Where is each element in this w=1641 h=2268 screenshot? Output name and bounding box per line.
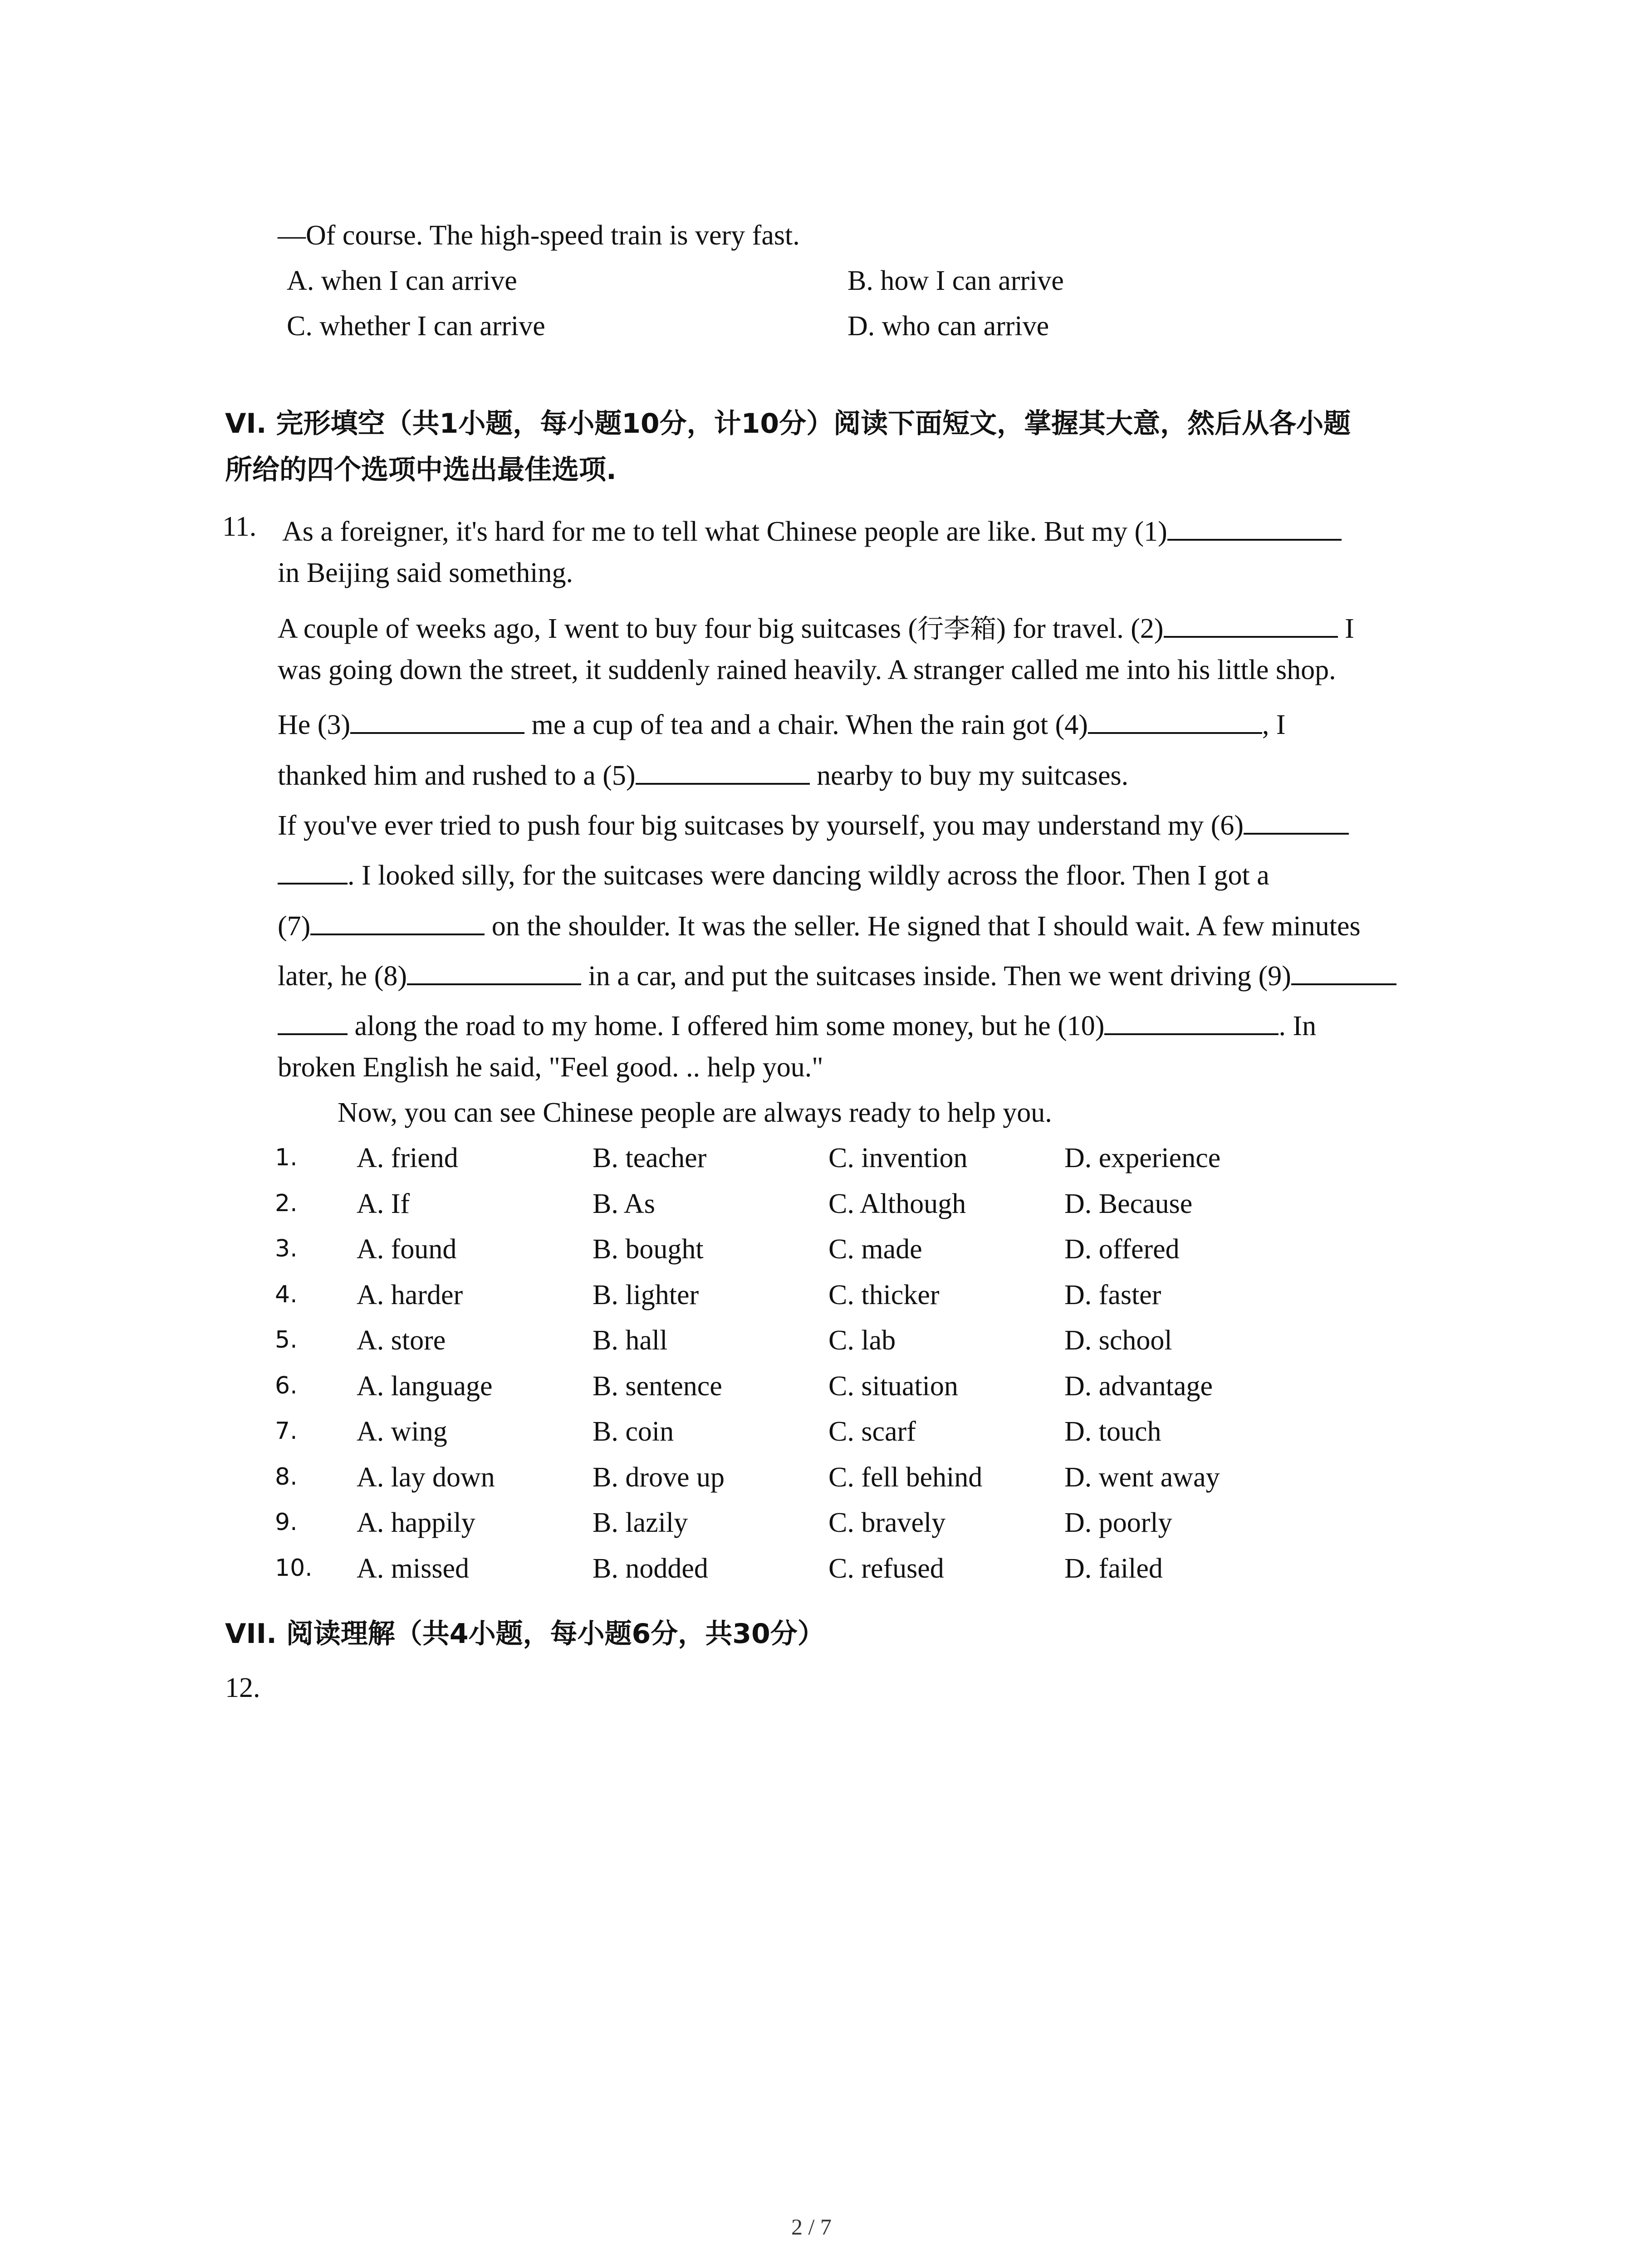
option-b: B. lazily [593,1507,688,1538]
option-c: C. scarf [828,1416,916,1447]
passage-text: I [1337,613,1354,644]
option-a: A. missed [357,1553,469,1584]
passage-line: was going down the street, it suddenly rained heavily. A stranger called me into his little shop. [278,655,1336,685]
option-a: A. happily [357,1507,475,1538]
option-a: A. found [357,1234,457,1265]
option-d: D. failed [1064,1553,1163,1584]
passage-text: on the shoulder. It was the seller. He signed that I should wait. A few minutes [485,911,1361,942]
option-a: A. harder [357,1280,463,1310]
option-d: D. who can arrive [847,311,1049,342]
answer-blank [278,856,348,885]
option-c: C. whether I can arrive [287,311,545,342]
option-row-number: 4. [275,1281,298,1308]
passage-text: in a car, and put the suitcases inside. Then we went driving (9) [581,961,1291,992]
answer-blank [1088,706,1262,734]
option-b: B. teacher [593,1143,707,1173]
option-d: D. Because [1064,1188,1193,1219]
option-c: C. made [828,1234,922,1265]
answer-blank [350,706,524,734]
option-row-number: 2. [275,1190,298,1217]
passage-text: nearby to buy my suitcases. [809,760,1129,791]
passage-line [278,807,1349,840]
answer-blank [310,907,485,935]
passage-line [278,706,1286,739]
option-row-number: 6. [275,1372,298,1399]
option-d: D. experience [1064,1143,1221,1173]
option-a: A. when I can arrive [287,265,517,296]
option-c: C. thicker [828,1280,940,1310]
passage-line: broken English he said, "Feel good. .. help you." [278,1052,823,1083]
option-row-number: 9. [275,1509,298,1536]
option-b: B. sentence [593,1371,722,1402]
option-b: B. As [593,1188,655,1219]
passage-line [278,610,1354,643]
option-row-number: 1. [275,1144,298,1171]
option-b: B. hall [593,1325,668,1356]
passage-text: along the road to my home. I offered him some money, but he (10) [348,1011,1105,1041]
passage-line [278,957,1396,990]
passage-line [278,757,1128,790]
answer-line: —Of course. The high-speed train is very fast. [278,220,800,251]
option-c: C. Although [828,1188,966,1219]
passage-text: thanked him and rushed to a (5) [278,760,636,791]
section-heading-7: VII. 阅读理解（共4小题，每小题6分，共30分） [225,1618,825,1650]
option-c: C. refused [828,1553,944,1584]
passage-text: (7) [278,911,311,942]
passage-text: . In [1279,1011,1317,1041]
option-row-number: 5. [275,1326,298,1354]
option-b: B. bought [593,1234,704,1265]
passage-line: Now, you can see Chinese people are always ready to help you. [338,1097,1052,1128]
answer-blank [1167,513,1342,541]
answer-blank [278,1007,348,1035]
section-heading-cont: 所给的四个选项中选出最佳选项. [225,454,617,486]
option-a: A. lay down [357,1462,495,1493]
option-a: A. If [357,1188,410,1219]
answer-blank [407,957,581,985]
option-d: D. touch [1064,1416,1161,1447]
option-b: B. coin [593,1416,674,1447]
passage-text: He (3) [278,709,351,740]
answer-blank [1244,807,1349,835]
section-heading: VI. 完形填空（共1小题，每小题10分，计10分）阅读下面短文，掌握其大意，然后从各小题 [225,408,1351,440]
option-a: A. wing [357,1416,447,1447]
chinese-gloss: 行李箱 [917,613,997,644]
passage-text: , I [1262,709,1286,740]
option-row-number: 10. [275,1554,313,1582]
option-b: B. lighter [593,1280,699,1310]
passage-line [278,907,1361,940]
passage-text: later, he (8) [278,961,407,992]
option-b: B. nodded [593,1553,708,1584]
passage-line [282,513,1342,546]
passage-text: ) for travel. (2) [996,613,1164,644]
option-row-number: 8. [275,1463,298,1491]
passage-text: As a foreigner, it's hard for me to tell what Chinese people are like. But my (1) [282,516,1167,547]
option-a: A. store [357,1325,446,1356]
passage-text: If you've ever tried to push four big suitcases by yourself, you may understand my (6) [278,810,1244,841]
option-b: B. how I can arrive [847,265,1064,296]
passage-line: in Beijing said something. [278,557,573,588]
option-c: C. fell behind [828,1462,983,1493]
answer-blank [1291,957,1396,985]
page-number: 2 / 7 [791,2214,832,2239]
passage-line [278,1007,1316,1040]
answer-blank [1104,1007,1279,1035]
answer-blank [636,757,810,785]
question-number-12: 12. [225,1672,260,1703]
option-c: C. bravely [828,1507,946,1538]
option-c: C. invention [828,1143,968,1173]
option-b: B. drove up [593,1462,725,1493]
option-d: D. advantage [1064,1371,1213,1402]
option-row-number: 3. [275,1235,298,1262]
option-c: C. lab [828,1325,896,1356]
option-a: A. friend [357,1143,458,1173]
option-d: D. poorly [1064,1507,1172,1538]
option-d: D. faster [1064,1280,1161,1310]
option-d: D. school [1064,1325,1172,1356]
passage-line [278,856,1269,890]
question-number: 11. [222,511,257,542]
passage-text: A couple of weeks ago, I went to buy four big suitcases ( [278,613,918,644]
option-d: D. offered [1064,1234,1180,1265]
option-a: A. language [357,1371,493,1402]
option-d: D. went away [1064,1462,1220,1493]
passage-text: me a cup of tea and a chair. When the rain got (4) [524,709,1088,740]
passage-text: . I looked silly, for the suitcases were dancing wildly across the floor. Then I got a [348,860,1269,891]
option-c: C. situation [828,1371,958,1402]
answer-blank [1164,610,1338,638]
option-row-number: 7. [275,1418,298,1445]
